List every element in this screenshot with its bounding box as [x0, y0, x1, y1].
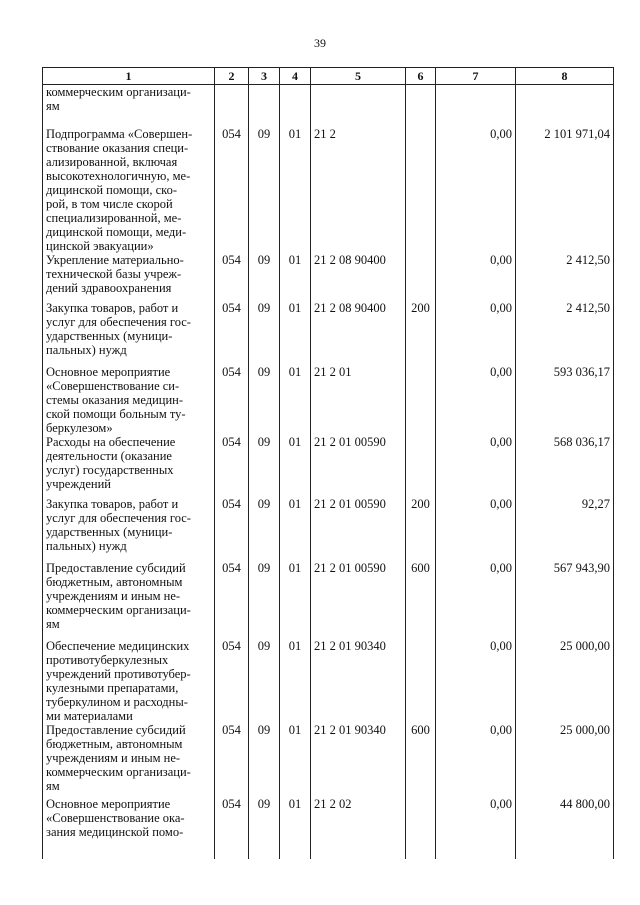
- header-cell: 4: [280, 68, 311, 85]
- row-value-cell: [406, 797, 436, 859]
- row-value-cell: 21 2 01 00590: [311, 435, 406, 497]
- row-value-cell: 2 412,50: [516, 301, 614, 365]
- row-value-cell: 09: [249, 127, 280, 253]
- row-value-cell: 054: [215, 797, 249, 859]
- row-value-cell: 25 000,00: [516, 639, 614, 723]
- row-value-cell: 01: [280, 497, 311, 561]
- row-value-cell: 200: [406, 301, 436, 365]
- header-cell: 6: [406, 68, 436, 85]
- row-value-cell: 593 036,17: [516, 365, 614, 435]
- row-value-cell: 21 2 08 90400: [311, 301, 406, 365]
- row-value-cell: 09: [249, 365, 280, 435]
- budget-table: [42, 67, 614, 859]
- row-name-cell: коммерческим организаци- ям: [43, 85, 215, 128]
- row-value-cell: 09: [249, 639, 280, 723]
- row-value-cell: 054: [215, 561, 249, 639]
- row-value-cell: [215, 85, 249, 128]
- row-value-cell: 054: [215, 253, 249, 301]
- row-value-cell: 600: [406, 561, 436, 639]
- header-cell: 8: [516, 68, 614, 85]
- row-value-cell: 0,00: [436, 253, 516, 301]
- row-value-cell: [406, 365, 436, 435]
- row-value-cell: 21 2 02: [311, 797, 406, 859]
- row-name-cell: Предоставление субсидий бюджетным, автономным учреждениям и иным не- коммерческим организаци- ям: [43, 561, 215, 639]
- row-value-cell: [406, 253, 436, 301]
- row-value-cell: 09: [249, 723, 280, 797]
- row-value-cell: 568 036,17: [516, 435, 614, 497]
- row-value-cell: 054: [215, 723, 249, 797]
- table-row: [43, 365, 614, 435]
- row-value-cell: 054: [215, 435, 249, 497]
- row-value-cell: 0,00: [436, 561, 516, 639]
- row-value-cell: [406, 639, 436, 723]
- row-value-cell: 09: [249, 497, 280, 561]
- row-name-cell: Обеспечение медицинских противотуберкулезных учреждений противотубер- кулезными препаратами, туберкулином и расходны- ми материалами: [43, 639, 215, 723]
- row-value-cell: 01: [280, 127, 311, 253]
- row-value-cell: 0,00: [436, 435, 516, 497]
- row-value-cell: 01: [280, 561, 311, 639]
- row-value-cell: [280, 85, 311, 128]
- row-value-cell: 054: [215, 639, 249, 723]
- row-value-cell: 600: [406, 723, 436, 797]
- row-value-cell: 09: [249, 301, 280, 365]
- row-value-cell: [406, 85, 436, 128]
- row-name-cell: Расходы на обеспечение деятельности (оказание услуг) государственных учреждений: [43, 435, 215, 497]
- row-value-cell: 44 800,00: [516, 797, 614, 859]
- header-cell: 3: [249, 68, 280, 85]
- row-name-cell: Закупка товаров, работ и услуг для обеспечения гос- ударственных (муници- пальных) нужд: [43, 497, 215, 561]
- row-value-cell: 2 412,50: [516, 253, 614, 301]
- row-value-cell: 92,27: [516, 497, 614, 561]
- row-value-cell: [436, 85, 516, 128]
- row-value-cell: 0,00: [436, 723, 516, 797]
- row-value-cell: 25 000,00: [516, 723, 614, 797]
- row-value-cell: 2 101 971,04: [516, 127, 614, 253]
- row-value-cell: 01: [280, 301, 311, 365]
- row-name-cell: Предоставление субсидий бюджетным, автономным учреждениям и иным не- коммерческим организаци- ям: [43, 723, 215, 797]
- row-value-cell: 21 2: [311, 127, 406, 253]
- row-value-cell: [516, 85, 614, 128]
- table-row: [43, 797, 614, 859]
- row-value-cell: 0,00: [436, 127, 516, 253]
- table-header-row: [43, 68, 614, 85]
- row-value-cell: 0,00: [436, 301, 516, 365]
- row-value-cell: 09: [249, 253, 280, 301]
- row-value-cell: 09: [249, 797, 280, 859]
- row-value-cell: 0,00: [436, 639, 516, 723]
- table-row: [43, 301, 614, 365]
- table-row: [43, 435, 614, 497]
- table-row: [43, 639, 614, 723]
- row-value-cell: 01: [280, 797, 311, 859]
- row-value-cell: [249, 85, 280, 128]
- row-value-cell: 567 943,90: [516, 561, 614, 639]
- row-value-cell: 054: [215, 127, 249, 253]
- table-row: [43, 127, 614, 253]
- row-value-cell: [406, 435, 436, 497]
- row-value-cell: 21 2 01 00590: [311, 561, 406, 639]
- row-value-cell: 21 2 01: [311, 365, 406, 435]
- table-row: [43, 253, 614, 301]
- row-value-cell: 01: [280, 723, 311, 797]
- header-cell: 1: [43, 68, 215, 85]
- row-value-cell: 01: [280, 639, 311, 723]
- table-row: [43, 561, 614, 639]
- row-name-cell: Основное мероприятие «Совершенствование си- стемы оказания медицин- ской помощи больным ту- беркулезом»: [43, 365, 215, 435]
- row-value-cell: 054: [215, 301, 249, 365]
- header-cell: 5: [311, 68, 406, 85]
- row-value-cell: 21 2 01 90340: [311, 639, 406, 723]
- row-value-cell: [311, 85, 406, 128]
- table-row: [43, 723, 614, 797]
- row-value-cell: 054: [215, 497, 249, 561]
- row-name-cell: Закупка товаров, работ и услуг для обеспечения гос- ударственных (муници- пальных) нужд: [43, 301, 215, 365]
- page-number: 39: [314, 36, 326, 50]
- row-value-cell: 200: [406, 497, 436, 561]
- row-value-cell: 09: [249, 435, 280, 497]
- header-cell: 2: [215, 68, 249, 85]
- header-cell: 7: [436, 68, 516, 85]
- row-value-cell: 09: [249, 561, 280, 639]
- row-value-cell: 01: [280, 365, 311, 435]
- row-value-cell: 01: [280, 435, 311, 497]
- row-value-cell: 21 2 08 90400: [311, 253, 406, 301]
- row-value-cell: 0,00: [436, 797, 516, 859]
- row-value-cell: 21 2 01 90340: [311, 723, 406, 797]
- row-value-cell: 054: [215, 365, 249, 435]
- table-row: [43, 85, 614, 128]
- row-name-cell: Подпрограмма «Совершен- ствование оказания специ- ализированной, включая высокотехнологичную, ме- дицинской помощи, ско- рой, в том числе скорой специализированной, ме- дицинской помощи, меди- цинской эвакуации»: [43, 127, 215, 253]
- table-row: [43, 497, 614, 561]
- row-name-cell: Укрепление материально- технической базы учреж- дений здравоохранения: [43, 253, 215, 301]
- row-name-cell: Основное мероприятие «Совершенствование ока- зания медицинской помо-: [43, 797, 215, 859]
- row-value-cell: 01: [280, 253, 311, 301]
- row-value-cell: 21 2 01 00590: [311, 497, 406, 561]
- row-value-cell: 0,00: [436, 497, 516, 561]
- row-value-cell: 0,00: [436, 365, 516, 435]
- row-value-cell: [406, 127, 436, 253]
